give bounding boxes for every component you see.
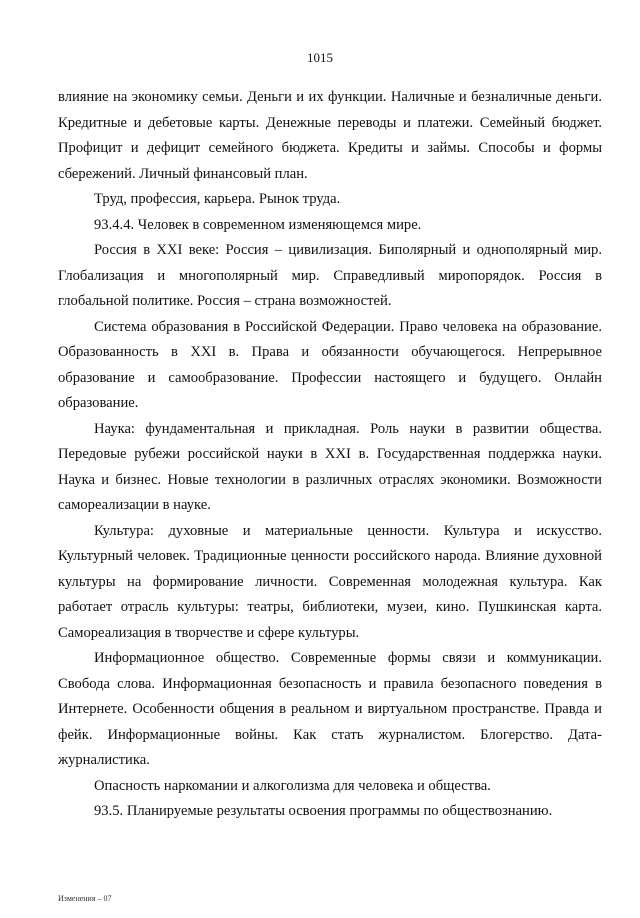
paragraph-science: Наука: фундаментальная и прикладная. Роль науки в развитии общества. Передовые рубежи российской науки в XXI в. Государственная поддержка науки. Наука и бизнес. Новые технологии в различных отраслях экономики. Возможности самореализации в науке. (58, 420, 602, 513)
page-footer: Изменения – 07 (58, 894, 112, 903)
document-body (58, 85, 602, 825)
section-heading-93-4-4: 93.4.4. Человек в современном изменяющемся мире. (94, 216, 422, 233)
paragraph-education-system: Система образования в Российской Федерации. Право человека на образование. Образованность в XXI в. Права и обязанности обучающегося. Непрерывное образование и самообразование. Профессии настоящего и будущего. Онлайн образование. (58, 318, 602, 411)
section-heading-93-5: 93.5. Планируемые результаты освоения программы по обществознанию. (94, 803, 553, 819)
paragraph-addiction-danger: Опасность наркомании и алкоголизма для человека и общества. (94, 777, 491, 794)
paragraph-information-society: Информационное общество. Современные формы связи и коммуникации. Свобода слова. Информационная безопасность и правила безопасного поведения в Интернете. Особенности общения в реальном и виртуальном пространстве. Правда и фейк. Информационные войны. Как стать журналистом. Блогерство. Дата-журналистика. (58, 650, 602, 768)
page-number: 1015 (307, 50, 333, 65)
paragraph-labor: Труд, профессия, карьера. Рынок труда. (94, 191, 341, 207)
paragraph-family-economy: влияние на экономику семьи. Деньги и их функции. Наличные и безналичные деньги. Кредитные и дебетовые карты. Денежные переводы и платежи. Семейный бюджет. Профицит и дефицит семейного бюджета. Кредиты и займы. Способы и формы сбережений. Личный финансовый план. (58, 89, 602, 182)
paragraph-culture: Культура: духовные и материальные ценности. Культура и искусство. Культурный человек. Традиционные ценности российского народа. Влияние духовной культуры на формирование личности. Современная молодежная культура. Как работает отрасль культуры: театры, библиотеки, музеи, кино. Пушкинская карта. Самореализация в творчестве и сфере культуры. (58, 522, 602, 641)
paragraph-russia-21st-century: Россия в XXI веке: Россия – цивилизация. Биполярный и однополярный мир. Глобализация и многополярный мир. Справедливый миропорядок. Россия в глобальной политике. Россия – страна возможностей. (58, 242, 602, 309)
